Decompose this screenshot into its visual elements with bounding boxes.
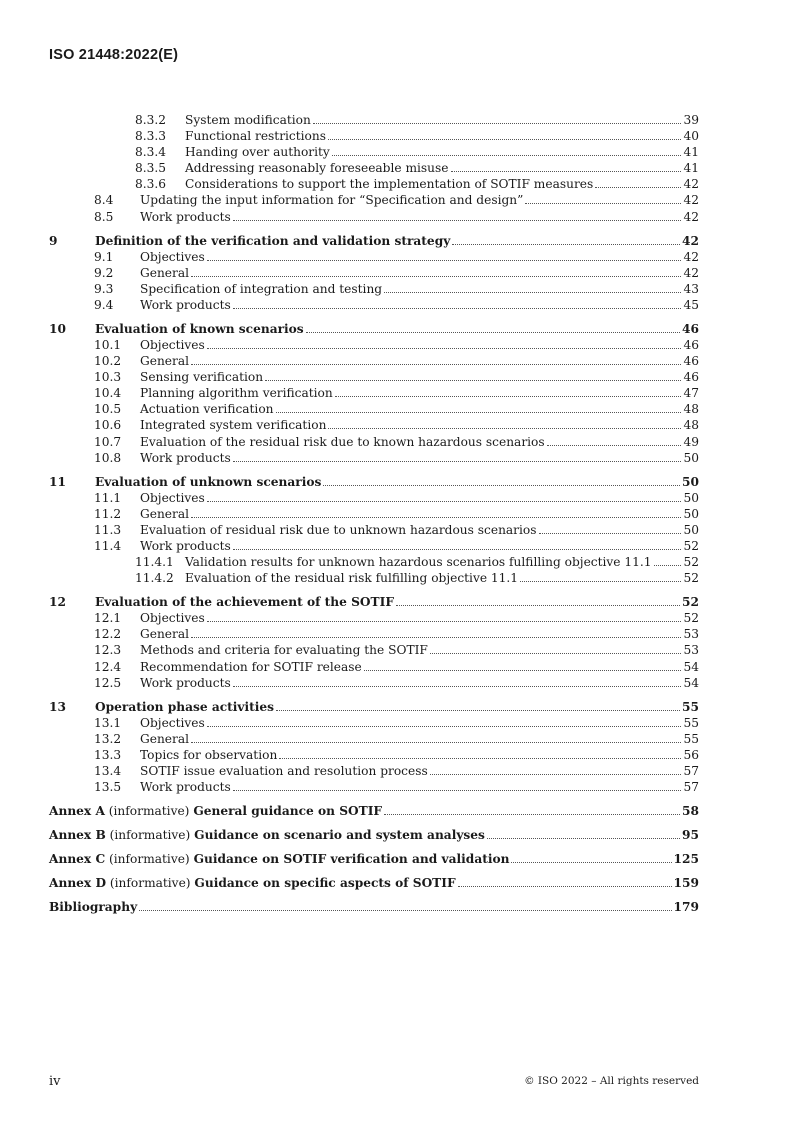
dot-leader <box>306 332 680 333</box>
toc-entry[interactable] <box>49 675 699 691</box>
annex-type-note: (informative) <box>104 804 194 819</box>
toc-entry-title: Updating the input information for “Specification and design” <box>140 193 524 208</box>
dot-leader <box>335 396 682 397</box>
toc-entry-number: 10.7 <box>94 434 122 449</box>
toc-entry[interactable] <box>49 715 699 731</box>
annex-label: Annex C <box>49 852 106 867</box>
toc-entry-title: Objectives <box>140 715 205 730</box>
toc-entry-title: Addressing reasonably foreseeable misuse <box>185 161 449 176</box>
dot-leader <box>233 790 682 791</box>
toc-entry-page: 50 <box>683 490 699 505</box>
annex-label: Annex A <box>49 804 105 819</box>
toc-entry-title: Evaluation of known scenarios <box>95 321 304 336</box>
dot-leader <box>511 862 671 863</box>
dot-leader <box>539 533 682 534</box>
toc-entry[interactable] <box>49 434 699 450</box>
toc-entry-number: 8.4 <box>94 193 114 208</box>
toc-annex-entry[interactable] <box>49 875 699 891</box>
toc-entry[interactable] <box>49 249 699 265</box>
dot-leader <box>265 380 681 381</box>
toc-annex-entry[interactable] <box>49 827 699 843</box>
toc-entry[interactable] <box>49 176 699 192</box>
toc-entry-number: 11 <box>49 474 66 489</box>
toc-entry-number: 12.2 <box>94 627 122 642</box>
toc-entry-title: General <box>140 506 189 521</box>
toc-entry-page: 54 <box>683 675 699 690</box>
toc-entry-number: 13.2 <box>94 731 122 746</box>
toc-entry-page: 42 <box>683 209 699 224</box>
toc-entry-title: Planning algorithm verification <box>140 386 333 401</box>
toc-entry-page: 47 <box>683 386 699 401</box>
dot-leader <box>191 364 681 365</box>
toc-entry-title: Objectives <box>140 249 205 264</box>
toc-annex-entry[interactable] <box>49 851 699 867</box>
toc-entry[interactable] <box>49 297 699 313</box>
dot-leader <box>207 726 682 727</box>
toc-entry-title: Work products <box>140 539 231 554</box>
toc-entry-title: Functional restrictions <box>185 129 326 144</box>
dot-leader <box>328 139 682 140</box>
dot-leader <box>520 581 681 582</box>
toc-entry-title: Work products <box>140 297 231 312</box>
dot-leader <box>233 686 682 687</box>
dot-leader <box>458 886 672 887</box>
toc-entry[interactable] <box>49 417 699 433</box>
toc-entry-page: 50 <box>683 450 699 465</box>
dot-leader <box>451 171 682 172</box>
dot-leader <box>139 910 671 911</box>
toc-entry-title: Work products <box>140 675 231 690</box>
toc-entry-page: 41 <box>683 161 699 176</box>
toc-entry[interactable] <box>49 450 699 466</box>
toc-entry-number: 11.2 <box>94 506 122 521</box>
dot-leader <box>233 549 682 550</box>
toc-entry[interactable] <box>49 401 699 417</box>
dot-leader <box>364 670 682 671</box>
toc-entry-title: Work products <box>140 209 231 224</box>
toc-entry-title: SOTIF issue evaluation and resolution process <box>140 764 428 779</box>
toc-entry-number: 13.5 <box>94 780 122 795</box>
toc-entry-page: 56 <box>683 747 699 762</box>
toc-entry-page: 45 <box>683 297 699 312</box>
toc-entry-page: 125 <box>673 852 699 867</box>
toc-entry-page: 39 <box>683 113 699 127</box>
toc-entry-number: 8.3.3 <box>135 129 167 144</box>
toc-entry-title: Operation phase activities <box>95 699 275 714</box>
toc-entry-number: 10 <box>49 321 66 336</box>
toc-entry-number: 8.3.4 <box>135 145 167 160</box>
toc-entry[interactable] <box>49 160 699 176</box>
dot-leader <box>191 637 681 638</box>
annex-title: Guidance on specific aspects of SOTIF <box>194 876 456 891</box>
toc-entry[interactable] <box>49 659 699 675</box>
document-id-header: ISO 21448:2022(E) <box>49 47 179 63</box>
dot-leader <box>279 758 681 759</box>
toc-entry-page: 46 <box>683 370 699 385</box>
dot-leader <box>207 348 682 349</box>
toc-entry-title: Evaluation of unknown scenarios <box>95 474 322 489</box>
toc-entry-title: Topics for observation <box>140 747 278 762</box>
toc-entry-title: Sensing verification <box>140 370 264 385</box>
toc-entry-number: 11.4.1 <box>135 555 174 570</box>
dot-leader <box>525 203 681 204</box>
toc-entry-number: 11.4.2 <box>135 571 174 586</box>
toc-entry-number: 13.4 <box>94 764 122 779</box>
toc-entry-title: Work products <box>140 780 231 795</box>
toc-entry[interactable] <box>49 265 699 281</box>
toc-entry-page: 42 <box>683 193 699 208</box>
toc-entry-number: 8.3.5 <box>135 161 167 176</box>
toc-entry-number: 11.4 <box>94 539 122 554</box>
toc-entry-page: 50 <box>682 474 699 489</box>
toc-entry[interactable] <box>49 554 699 570</box>
toc-entry[interactable] <box>49 281 699 297</box>
toc-entry-number: 10.6 <box>94 418 122 433</box>
dot-leader <box>276 710 680 711</box>
dot-leader <box>595 187 681 188</box>
dot-leader <box>191 742 681 743</box>
toc-entry[interactable] <box>49 144 699 160</box>
toc-entry-number: 10.3 <box>94 370 122 385</box>
table-of-contents <box>49 112 699 915</box>
toc-entry-page: 53 <box>683 627 699 642</box>
toc-entry-page: 52 <box>683 571 699 586</box>
toc-entry-page: 57 <box>683 780 699 795</box>
toc-entry-page: 46 <box>683 338 699 352</box>
toc-entry[interactable] <box>49 385 699 401</box>
toc-entry-page: 42 <box>683 177 699 192</box>
toc-entry-page: 50 <box>683 506 699 521</box>
copyright-notice: © ISO 2022 – All rights reserved <box>524 1075 699 1087</box>
annex-title: Guidance on SOTIF verification and validation <box>193 852 510 867</box>
toc-entry-number: 12 <box>49 595 66 610</box>
toc-entry-title: General <box>140 731 189 746</box>
toc-entry-title: Recommendation for SOTIF release <box>140 659 362 674</box>
toc-entry-page: 41 <box>683 145 699 160</box>
toc-entry-page: 48 <box>683 418 699 433</box>
toc-entry-title: Methods and criteria for evaluating the SOTIF <box>140 643 428 658</box>
toc-entry-number: 13 <box>49 699 66 714</box>
dot-leader <box>207 501 682 502</box>
toc-entry[interactable] <box>49 321 699 337</box>
dot-leader <box>452 244 680 245</box>
dot-leader <box>328 428 681 429</box>
toc-entry[interactable] <box>49 763 699 779</box>
dot-leader <box>332 155 682 156</box>
annex-title: General guidance on SOTIF <box>193 804 383 819</box>
toc-entry-title: Actuation verification <box>140 402 274 417</box>
toc-entry-title: System modification <box>185 113 311 127</box>
dot-leader <box>313 123 682 124</box>
toc-entry-page: 55 <box>683 731 699 746</box>
annex-label: Bibliography <box>49 900 138 915</box>
toc-entry-title: Evaluation of the residual risk fulfilling objective 11.1 <box>185 571 519 586</box>
toc-entry-number: 12.3 <box>94 643 122 658</box>
dot-leader <box>233 220 682 221</box>
toc-entry-number: 10.4 <box>94 386 122 401</box>
toc-entry[interactable] <box>49 570 699 586</box>
toc-entry[interactable] <box>49 626 699 642</box>
page-number: iv <box>49 1074 61 1089</box>
toc-entry-number: 12.1 <box>94 611 122 626</box>
toc-entry-number: 9.3 <box>94 281 114 296</box>
toc-entry-page: 50 <box>683 522 699 537</box>
toc-entry[interactable] <box>49 610 699 626</box>
toc-entry-page: 55 <box>682 699 699 714</box>
toc-entry-title: Work products <box>140 450 231 465</box>
toc-entry-title: General <box>140 354 189 369</box>
toc-entry[interactable] <box>49 192 699 208</box>
toc-entry-page: 159 <box>673 876 699 891</box>
toc-entry-title: General <box>140 265 189 280</box>
toc-entry-page: 95 <box>682 828 699 843</box>
toc-entry[interactable] <box>49 594 699 610</box>
toc-entry-number: 9 <box>49 233 58 248</box>
toc-entry-number: 8.3.6 <box>135 177 167 192</box>
annex-type-note: (informative) <box>106 876 195 891</box>
toc-entry[interactable] <box>49 731 699 747</box>
toc-entry-number: 10.8 <box>94 450 122 465</box>
toc-entry-number: 9.2 <box>94 265 114 280</box>
toc-entry-title: Specification of integration and testing <box>140 281 383 296</box>
toc-entry-title: Considerations to support the implementation of SOTIF measures <box>185 177 594 192</box>
toc-entry[interactable] <box>49 233 699 249</box>
toc-entry-page: 52 <box>683 555 699 570</box>
toc-entry-page: 48 <box>683 402 699 417</box>
toc-entry[interactable] <box>49 353 699 369</box>
dot-leader <box>487 838 680 839</box>
toc-entry[interactable] <box>49 699 699 715</box>
toc-entry-title: Evaluation of the residual risk due to known hazardous scenarios <box>140 434 545 449</box>
toc-entry-number: 10.2 <box>94 354 122 369</box>
toc-entry-page: 52 <box>682 595 699 610</box>
toc-entry[interactable] <box>49 112 699 128</box>
annex-type-note: (informative) <box>105 852 194 867</box>
toc-entry-title: General <box>140 627 189 642</box>
toc-entry-title: Validation results for unknown hazardous scenarios fulfilling objective 11.1 <box>185 555 652 570</box>
toc-entry-number: 10.1 <box>94 338 122 352</box>
toc-entry-number: 8.3.2 <box>135 113 167 127</box>
toc-entry-page: 58 <box>682 804 699 819</box>
toc-entry[interactable] <box>49 369 699 385</box>
toc-entry-title: Handing over authority <box>185 145 330 160</box>
toc-entry[interactable] <box>49 337 699 353</box>
toc-entry-title: Integrated system verification <box>140 418 327 433</box>
toc-entry-page: 46 <box>682 321 699 336</box>
toc-entry-number: 9.1 <box>94 249 114 264</box>
toc-entry-page: 52 <box>683 539 699 554</box>
toc-entry-page: 179 <box>673 900 699 915</box>
toc-entry-page: 54 <box>683 659 699 674</box>
toc-entry[interactable] <box>49 506 699 522</box>
toc-entry-page: 42 <box>682 233 699 248</box>
toc-entry-title: Objectives <box>140 611 205 626</box>
dot-leader <box>384 814 680 815</box>
dot-leader <box>384 292 681 293</box>
dot-leader <box>207 260 682 261</box>
toc-entry-number: 11.3 <box>94 522 122 537</box>
toc-entry[interactable] <box>49 522 699 538</box>
dot-leader <box>207 621 682 622</box>
dot-leader <box>191 276 681 277</box>
toc-entry[interactable] <box>49 490 699 506</box>
toc-entry-number: 9.4 <box>94 297 114 312</box>
toc-entry-number: 10.5 <box>94 402 122 417</box>
toc-entry-title: Evaluation of residual risk due to unknown hazardous scenarios <box>140 522 537 537</box>
toc-entry-title: Evaluation of the achievement of the SOTIF <box>95 595 394 610</box>
toc-entry-number: 13.1 <box>94 715 122 730</box>
dot-leader <box>654 565 682 566</box>
toc-entry-page: 42 <box>683 249 699 264</box>
dot-leader <box>547 445 682 446</box>
toc-entry[interactable] <box>49 642 699 658</box>
toc-entry[interactable] <box>49 128 699 144</box>
toc-entry-page: 52 <box>683 611 699 626</box>
toc-entry-title: Objectives <box>140 490 205 505</box>
annex-type-note: (informative) <box>105 828 195 843</box>
annex-title: Guidance on scenario and system analyses <box>194 828 485 843</box>
toc-entry-number: 12.4 <box>94 659 122 674</box>
dot-leader <box>396 605 680 606</box>
dot-leader <box>430 774 682 775</box>
toc-entry[interactable] <box>49 747 699 763</box>
dot-leader <box>430 653 682 654</box>
toc-entry-title: Definition of the verification and validation strategy <box>95 233 451 248</box>
toc-entry-page: 43 <box>683 281 699 296</box>
toc-entry-page: 55 <box>683 715 699 730</box>
dot-leader <box>191 517 681 518</box>
toc-entry[interactable] <box>49 779 699 795</box>
toc-entry-number: 8.5 <box>94 209 114 224</box>
annex-label: Annex B <box>49 828 106 843</box>
toc-entry-number: 13.3 <box>94 747 122 762</box>
toc-entry-number: 12.5 <box>94 675 122 690</box>
toc-entry[interactable] <box>49 538 699 554</box>
toc-entry-page: 53 <box>683 643 699 658</box>
toc-entry-number: 11.1 <box>94 490 122 505</box>
toc-entry-title: Objectives <box>140 338 205 352</box>
toc-entry-page: 57 <box>683 764 699 779</box>
toc-annex-entry[interactable] <box>49 899 699 915</box>
dot-leader <box>233 308 682 309</box>
annex-label: Annex D <box>49 876 107 891</box>
toc-entry-page: 46 <box>683 354 699 369</box>
toc-entry[interactable] <box>49 474 699 490</box>
toc-entry-page: 42 <box>683 265 699 280</box>
toc-annex-entry[interactable] <box>49 803 699 819</box>
toc-entry[interactable] <box>49 209 699 225</box>
toc-entry-page: 40 <box>683 129 699 144</box>
dot-leader <box>276 412 682 413</box>
dot-leader <box>323 485 680 486</box>
dot-leader <box>233 461 682 462</box>
toc-entry-page: 49 <box>683 434 699 449</box>
